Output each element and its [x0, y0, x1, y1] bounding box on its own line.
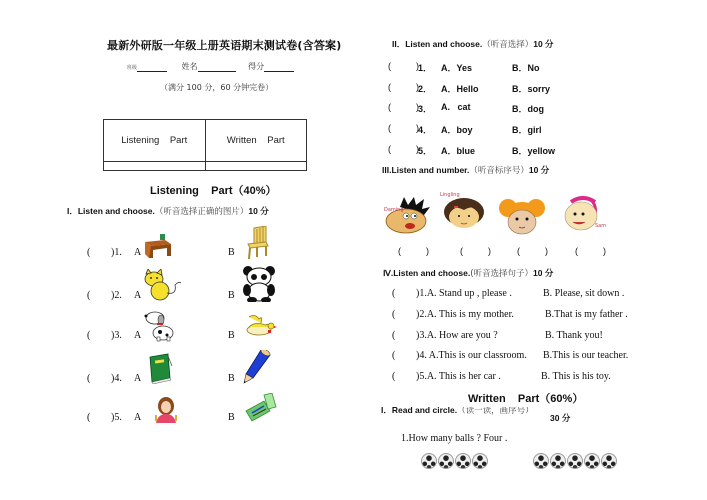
section1-heading-cn: （听音选择正确的图片）: [154, 207, 249, 217]
option-b[interactable]: B．yellow: [512, 146, 556, 156]
option-b-label: B: [228, 412, 235, 423]
written-section1-points: 30 分: [550, 413, 571, 423]
answer-paren[interactable]: ( ): [388, 144, 419, 154]
ball-group-a[interactable]: [421, 453, 489, 473]
written-section1-heading-cn: （读一读，画序号）: [457, 407, 534, 415]
daming-face-icon: [384, 197, 432, 235]
ball-icon: [455, 453, 471, 469]
ball-icon: [567, 453, 583, 469]
score-table-listening-cell[interactable]: [104, 162, 206, 171]
option-b[interactable]: B. Thank you!: [545, 330, 603, 341]
answer-paren[interactable]: (: [87, 247, 91, 258]
item-number: 5．: [418, 146, 433, 156]
option-a[interactable]: )2.A. This is my mother.: [416, 309, 514, 320]
answer-paren[interactable]: ( ): [388, 102, 419, 112]
option-b[interactable]: B．sorry: [512, 84, 551, 94]
section4-heading: [383, 267, 553, 279]
ball-icon: [601, 453, 617, 469]
face-name-label: Lingling: [440, 192, 460, 198]
answer-paren[interactable]: ( ): [388, 82, 419, 92]
option-a-label: A: [134, 247, 142, 258]
option-a-label: A: [134, 290, 142, 301]
option-b-label: B: [228, 330, 235, 341]
bird-icon: [243, 313, 277, 339]
ball-icon: [550, 453, 566, 469]
ball-icon: [438, 453, 454, 469]
option-b-label: B: [228, 373, 235, 384]
name-blank[interactable]: [198, 62, 236, 72]
document-title: 最新外研版一年级上册英语期末测试卷(含答案): [107, 39, 342, 52]
section2-heading-en: II．Listen and choose.: [392, 39, 483, 49]
score-label: 得分: [248, 62, 265, 71]
item-number: )1.: [111, 247, 122, 258]
ball-icon: [421, 453, 437, 469]
option-b-label: B: [228, 290, 235, 301]
answer-paren[interactable]: ( ): [388, 61, 419, 71]
answer-paren[interactable]: (: [392, 371, 396, 382]
listening-part-title: Listening Part（40%）: [150, 185, 277, 197]
book-icon: [148, 352, 174, 384]
desk-icon: [143, 232, 173, 260]
option-a[interactable]: A．Yes: [441, 63, 473, 73]
section2-points: 10 分: [533, 39, 554, 49]
option-b[interactable]: B. This is his toy.: [541, 371, 611, 382]
answer-paren[interactable]: (: [392, 288, 396, 299]
option-a[interactable]: )4. A.This is our classroom.: [416, 350, 527, 361]
cat-icon: [143, 269, 183, 301]
item-number: 1．: [418, 63, 433, 73]
face-answer-paren-1[interactable]: ( ): [398, 246, 429, 256]
chair-icon: [244, 226, 270, 260]
face-answer-paren-4[interactable]: ( ): [575, 246, 606, 256]
section3-heading-cn: （听音标序号）: [469, 166, 529, 176]
section1-points: 10 分: [248, 206, 269, 216]
section4-points: 10 分: [533, 268, 554, 278]
item-number: 2．: [418, 84, 433, 94]
option-a[interactable]: A．boy: [441, 125, 473, 135]
answer-paren[interactable]: (: [87, 373, 91, 384]
panda-icon: [242, 266, 276, 302]
face-answer-paren-3[interactable]: ( ): [517, 246, 548, 256]
score-table-written-header: Written Part: [205, 120, 307, 162]
written-section1-heading: [381, 407, 534, 415]
option-a[interactable]: )3.A. How are you ?: [416, 330, 498, 341]
option-a[interactable]: A. cat: [441, 102, 471, 112]
option-b[interactable]: B.This is our teacher.: [543, 350, 629, 361]
exam-note: （满分 100 分，60 分钟完卷）: [160, 83, 274, 92]
written-q1: 1.How many balls ? Four .: [401, 433, 508, 444]
answer-paren[interactable]: (: [392, 330, 396, 341]
section1-heading-en: I．Listen and choose.: [67, 206, 155, 216]
pencil-case-icon: [244, 393, 278, 423]
section4-heading-en: Ⅳ.Listen and choose.: [383, 268, 471, 278]
item-number: )3.: [111, 330, 122, 341]
item-number: 3．: [418, 104, 433, 114]
section3-points: 10 分: [528, 165, 550, 175]
option-a-label: A: [134, 330, 142, 341]
pencil-icon: [243, 350, 271, 384]
option-b[interactable]: B.That is my father .: [545, 309, 628, 320]
item-number: )5.: [111, 412, 122, 423]
girl-face-icon: [498, 198, 546, 236]
answer-paren[interactable]: (: [87, 412, 91, 423]
written-section1-heading-en: I．Read and circle.: [381, 407, 458, 415]
option-a[interactable]: )1.A. Stand up , please .: [416, 288, 512, 299]
section1-heading: [67, 205, 269, 217]
score-blank[interactable]: [264, 62, 294, 72]
option-b-label: B: [228, 247, 235, 258]
dog-icon: [143, 310, 175, 342]
answer-paren[interactable]: (: [87, 290, 91, 301]
section2-heading: [392, 38, 554, 50]
answer-paren[interactable]: (: [392, 350, 396, 361]
option-a[interactable]: A．Hello: [441, 84, 479, 94]
ball-icon: [533, 453, 549, 469]
item-number: )4.: [111, 373, 122, 384]
ball-group-b[interactable]: [533, 453, 618, 473]
section3-heading: [382, 164, 549, 176]
answer-paren[interactable]: (: [87, 330, 91, 341]
option-b[interactable]: B．girl: [512, 125, 542, 135]
ball-icon: [472, 453, 488, 469]
class-blank[interactable]: [137, 62, 167, 72]
face-name-label: Sam: [595, 223, 607, 229]
score-table-written-cell[interactable]: [205, 162, 307, 171]
answer-paren[interactable]: (: [392, 309, 396, 320]
option-a-label: A: [134, 373, 142, 384]
option-a-label: A: [134, 412, 142, 423]
class-label: 班级: [127, 65, 138, 71]
option-a[interactable]: A．blue: [441, 146, 476, 156]
option-b[interactable]: B. Please, sit down .: [543, 288, 625, 299]
section3-heading-en: III.Listen and number.: [382, 165, 470, 175]
option-b[interactable]: B．dog: [512, 104, 544, 114]
option-a[interactable]: )5.A. This is her car .: [416, 371, 501, 382]
face-name-label: Daming: [384, 207, 404, 213]
item-number: 4．: [418, 125, 433, 135]
score-table-listening-header: Listening Part: [104, 120, 206, 162]
ball-icon: [584, 453, 600, 469]
girl-icon: [154, 397, 178, 423]
section4-heading-cn: (听音选择句子）: [470, 269, 534, 279]
section2-heading-cn: （听音选择）: [482, 40, 534, 50]
score-table: [103, 119, 307, 171]
student-info-row: [127, 61, 294, 72]
item-number: )2.: [111, 290, 122, 301]
option-b[interactable]: B．No: [512, 63, 540, 73]
name-label: 姓名: [181, 62, 198, 71]
lingling-face-icon: [442, 196, 486, 230]
face-answer-paren-2[interactable]: ( ): [460, 246, 491, 256]
written-part-title: Written Part（60%）: [468, 393, 584, 405]
answer-paren[interactable]: ( ): [388, 123, 419, 133]
